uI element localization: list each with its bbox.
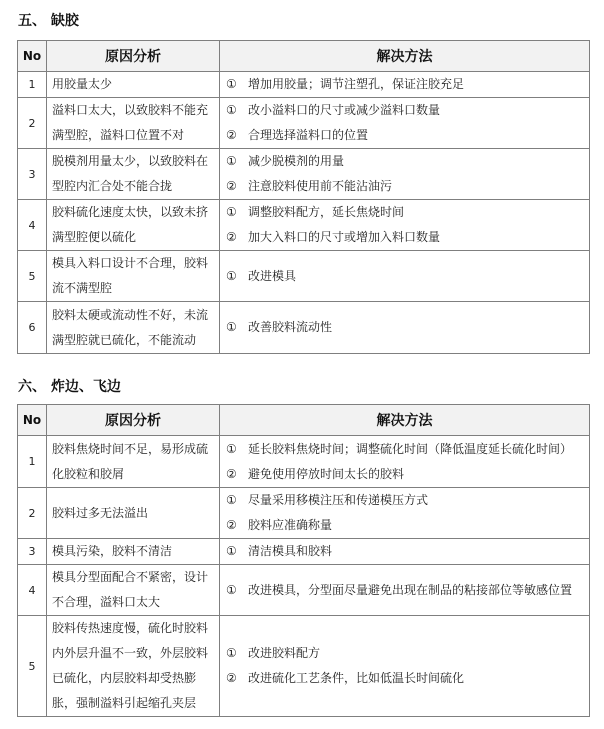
solution-item	[226, 513, 585, 538]
header-no: No	[18, 405, 47, 436]
row-number: 1	[18, 72, 47, 98]
solution-number: ①	[226, 268, 237, 283]
solution-number: ②	[226, 466, 237, 481]
cause-cell: 模具入料口设计不合理，胶料流不满型腔	[47, 251, 220, 302]
solution-item	[226, 149, 585, 174]
row-number: 1	[18, 436, 47, 488]
cause-cell: 用胶量太少	[47, 72, 220, 98]
cause-cell: 模具污染，胶料不清洁	[47, 539, 220, 565]
cause-cell: 胶料传热速度慢，硫化时胶料内外层升温不一致，外层胶料已硫化，内层胶料却受热膨胀，强制溢料引起缩孔夹层	[47, 616, 220, 717]
solution-text: 改进模具，分型面尽量避免出现在制品的粘接部位等敏感位置	[248, 582, 573, 597]
table-row	[18, 565, 590, 616]
solution-item	[226, 98, 585, 123]
solution-text: 改进模具	[248, 268, 297, 283]
solution-item	[226, 200, 585, 225]
solution-item	[226, 666, 585, 691]
section-6-table	[17, 404, 590, 717]
solution-text: 胶料应准确称量	[248, 518, 333, 532]
table-row	[18, 149, 590, 200]
solution-text: 改进胶料配方	[248, 646, 321, 660]
section-6-title: 六、 炸边、飞边	[18, 379, 121, 395]
header-solution: 解决方法	[220, 405, 590, 436]
solution-text: 改进硫化工艺条件，比如低温长时间硫化	[248, 671, 465, 685]
table-row	[18, 302, 590, 354]
solution-number: ②	[226, 671, 237, 685]
solution-cell	[220, 565, 590, 616]
header-solution: 解决方法	[220, 41, 590, 72]
solution-text: 调整胶料配方，延长焦烧时间	[248, 205, 405, 219]
solution-item	[226, 539, 585, 564]
cause-cell: 胶料焦烧时间不足，易形成硫化胶粒和胶屑	[47, 436, 220, 488]
solution-cell	[220, 98, 590, 149]
table-row	[18, 200, 590, 251]
section-6-body	[18, 436, 590, 717]
solution-text: 增加用胶量；调节注塑孔，保证注胶充足	[248, 77, 465, 91]
header-cause: 原因分析	[47, 41, 220, 72]
solution-text: 避免使用停放时间太长的胶料	[248, 466, 405, 481]
solution-number: ②	[226, 518, 237, 532]
section-5-body	[18, 72, 590, 354]
row-number: 2	[18, 98, 47, 149]
solution-item	[226, 123, 585, 148]
table-row	[18, 488, 590, 539]
table-row	[18, 436, 590, 488]
cause-cell: 脱模剂用量太少，以致胶料在型腔内汇合处不能合拢	[47, 149, 220, 200]
solution-cell	[220, 251, 590, 302]
cause-cell: 胶料太硬或流动性不好，未流满型腔就已硫化，不能流动	[47, 302, 220, 354]
solution-item	[226, 641, 585, 666]
row-number: 5	[18, 251, 47, 302]
solution-text: 减少脱模剂的用量	[248, 154, 345, 168]
table-row	[18, 539, 590, 565]
solution-number: ①	[226, 441, 237, 456]
cause-cell: 溢料口太大，以致胶料不能充满型腔，溢料口位置不对	[47, 98, 220, 149]
solution-text: 合理选择溢料口的位置	[248, 128, 369, 142]
solution-text: 加大入料口的尺寸或增加入料口数量	[248, 230, 441, 244]
table-row	[18, 616, 590, 717]
solution-text: 清洁模具和胶料	[248, 544, 333, 558]
solution-item	[226, 488, 585, 513]
solution-cell	[220, 488, 590, 539]
solution-number: ①	[226, 103, 237, 117]
table-row	[18, 72, 590, 98]
solution-item	[226, 264, 585, 289]
solution-number: ②	[226, 179, 237, 193]
solution-cell	[220, 539, 590, 565]
solution-item	[226, 225, 585, 250]
solution-item	[226, 437, 585, 462]
solution-cell	[220, 200, 590, 251]
solution-number: ①	[226, 77, 237, 91]
table-header-row	[18, 41, 590, 72]
solution-number: ①	[226, 582, 237, 597]
solution-number: ①	[226, 205, 237, 219]
row-number: 6	[18, 302, 47, 354]
solution-text: 改小溢料口的尺寸或减少溢料口数量	[248, 103, 441, 117]
row-number: 4	[18, 200, 47, 251]
table-row	[18, 251, 590, 302]
solution-number: ①	[226, 646, 237, 660]
header-cause: 原因分析	[47, 405, 220, 436]
row-number: 3	[18, 149, 47, 200]
solution-text: 注意胶料使用前不能沾油污	[248, 179, 393, 193]
section-5-title: 五、 缺胶	[18, 13, 79, 29]
row-number: 4	[18, 565, 47, 616]
solution-number: ①	[226, 154, 237, 168]
solution-cell	[220, 72, 590, 98]
solution-number: ①	[226, 320, 237, 334]
solution-cell	[220, 149, 590, 200]
row-number: 3	[18, 539, 47, 565]
solution-cell	[220, 436, 590, 488]
solution-text: 延长胶料焦烧时间；调整硫化时间（降低温度延长硫化时间）	[248, 441, 573, 456]
row-number: 5	[18, 616, 47, 717]
solution-item	[226, 72, 585, 97]
solution-item	[226, 174, 585, 199]
solution-text: 改善胶料流动性	[248, 320, 333, 334]
solution-cell	[220, 302, 590, 354]
cause-cell: 胶料过多无法溢出	[47, 488, 220, 539]
row-number: 2	[18, 488, 47, 539]
solution-item	[226, 315, 585, 340]
solution-item	[226, 462, 585, 487]
header-no: No	[18, 41, 47, 72]
solution-text: 尽量采用移模注压和传递模压方式	[248, 493, 429, 507]
solution-cell	[220, 616, 590, 717]
cause-cell: 胶料硫化速度太快，以致未挤满型腔便以硫化	[47, 200, 220, 251]
table-row	[18, 98, 590, 149]
solution-item	[226, 578, 585, 603]
solution-number: ①	[226, 493, 237, 507]
section-5-table	[17, 40, 590, 354]
solution-number: ②	[226, 128, 237, 142]
solution-number: ②	[226, 230, 237, 244]
cause-cell: 模具分型面配合不紧密，设计不合理，溢料口太大	[47, 565, 220, 616]
table-header-row	[18, 405, 590, 436]
solution-number: ①	[226, 544, 237, 558]
